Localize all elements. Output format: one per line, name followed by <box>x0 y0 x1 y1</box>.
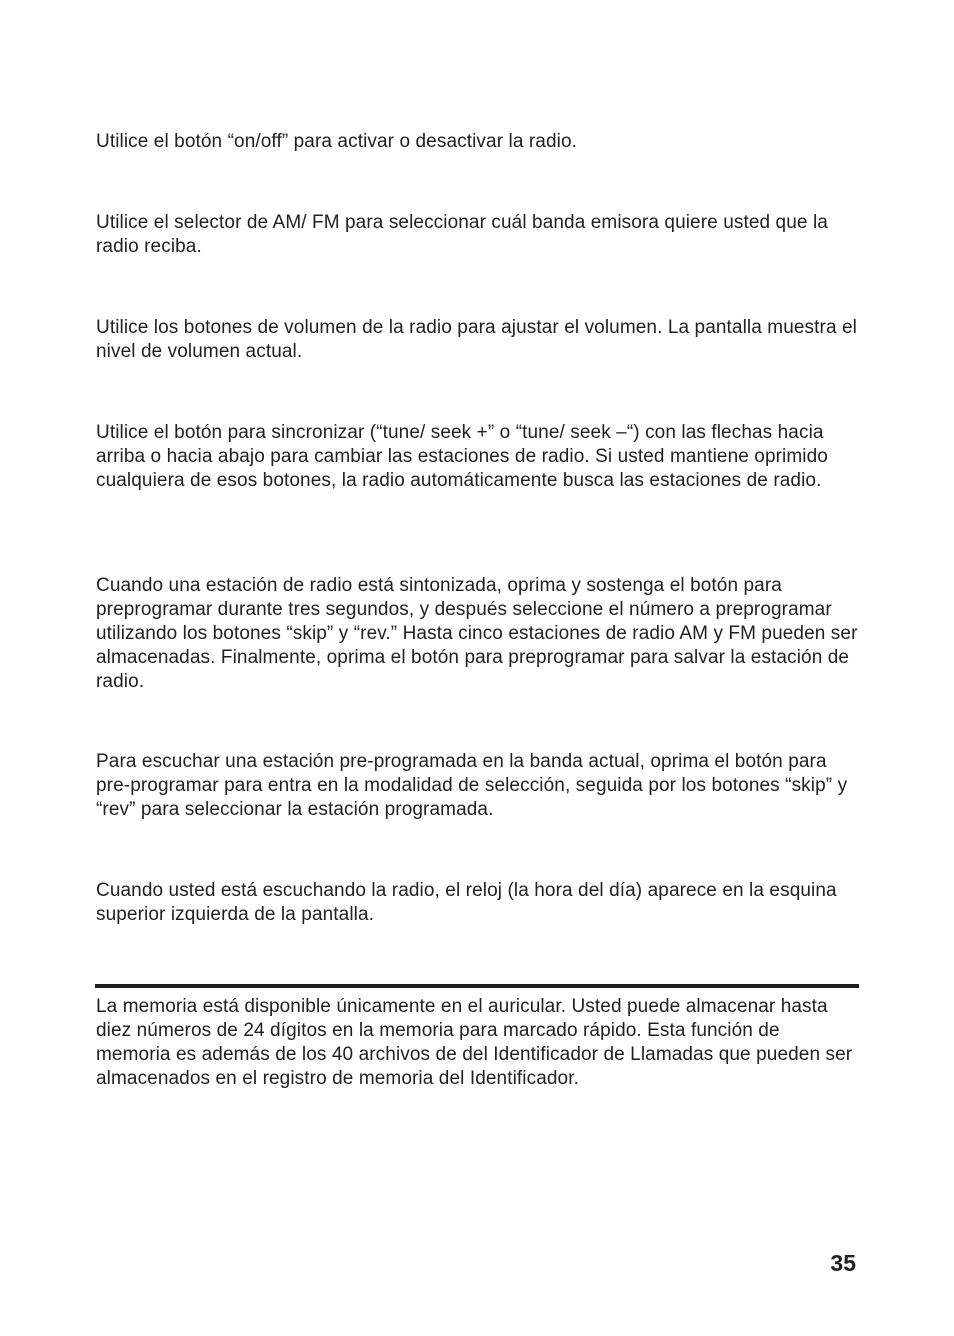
section-divider <box>95 984 859 988</box>
paragraph-on-off: Utilice el botón “on/off” para activar o desactivar la radio. <box>96 131 577 152</box>
paragraph-tune-seek: Utilice el botón para sincronizar (“tune/ seek +” o “tune/ seek –“) con las flechas hacia arriba o hacia abajo para cambiar las estaciones de radio. Si usted mantiene oprimido cualquiera de esos botones, la radio automáticamente busca las estaciones de radio. <box>96 422 828 491</box>
paragraph-clock: Cuando usted está escuchando la radio, el reloj (la hora del día) aparece en la esquina superior izquierda de la pantalla. <box>96 880 837 925</box>
page-number: 35 <box>830 1250 856 1276</box>
paragraph-preprogram: Cuando una estación de radio está sintonizada, oprima y sostenga el botón para preprogramar durante tres segundos, y después seleccione el número a preprogramar utilizando los botones “skip” y “rev.” Hasta cinco estaciones de radio AM y FM pueden ser almacenadas. Finalmente, oprima el botón para preprogramar para salvar la estación de radio. <box>96 575 858 692</box>
paragraph-listen-preset: Para escuchar una estación pre-programada en la banda actual, oprima el botón para pre-programar para entra en la modalidad de selección, seguida por los botones “skip” y “rev” para seleccionar la estación programada. <box>96 751 848 820</box>
paragraph-memory: La memoria está disponible únicamente en el auricular. Usted puede almacenar hasta diez números de 24 dígitos en la memoria para marcado rápido. Esta función de memoria es además de los 40 archivos de del Identificador de Llamadas que pueden ser almacenados en el registro de memoria del Identificador. <box>96 996 853 1089</box>
paragraph-volume: Utilice los botones de volumen de la radio para ajustar el volumen. La pantalla muestra el nivel de volumen actual. <box>96 317 857 362</box>
paragraph-am-fm: Utilice el selector de AM/ FM para seleccionar cuál banda emisora quiere usted que la radio reciba. <box>96 212 828 257</box>
